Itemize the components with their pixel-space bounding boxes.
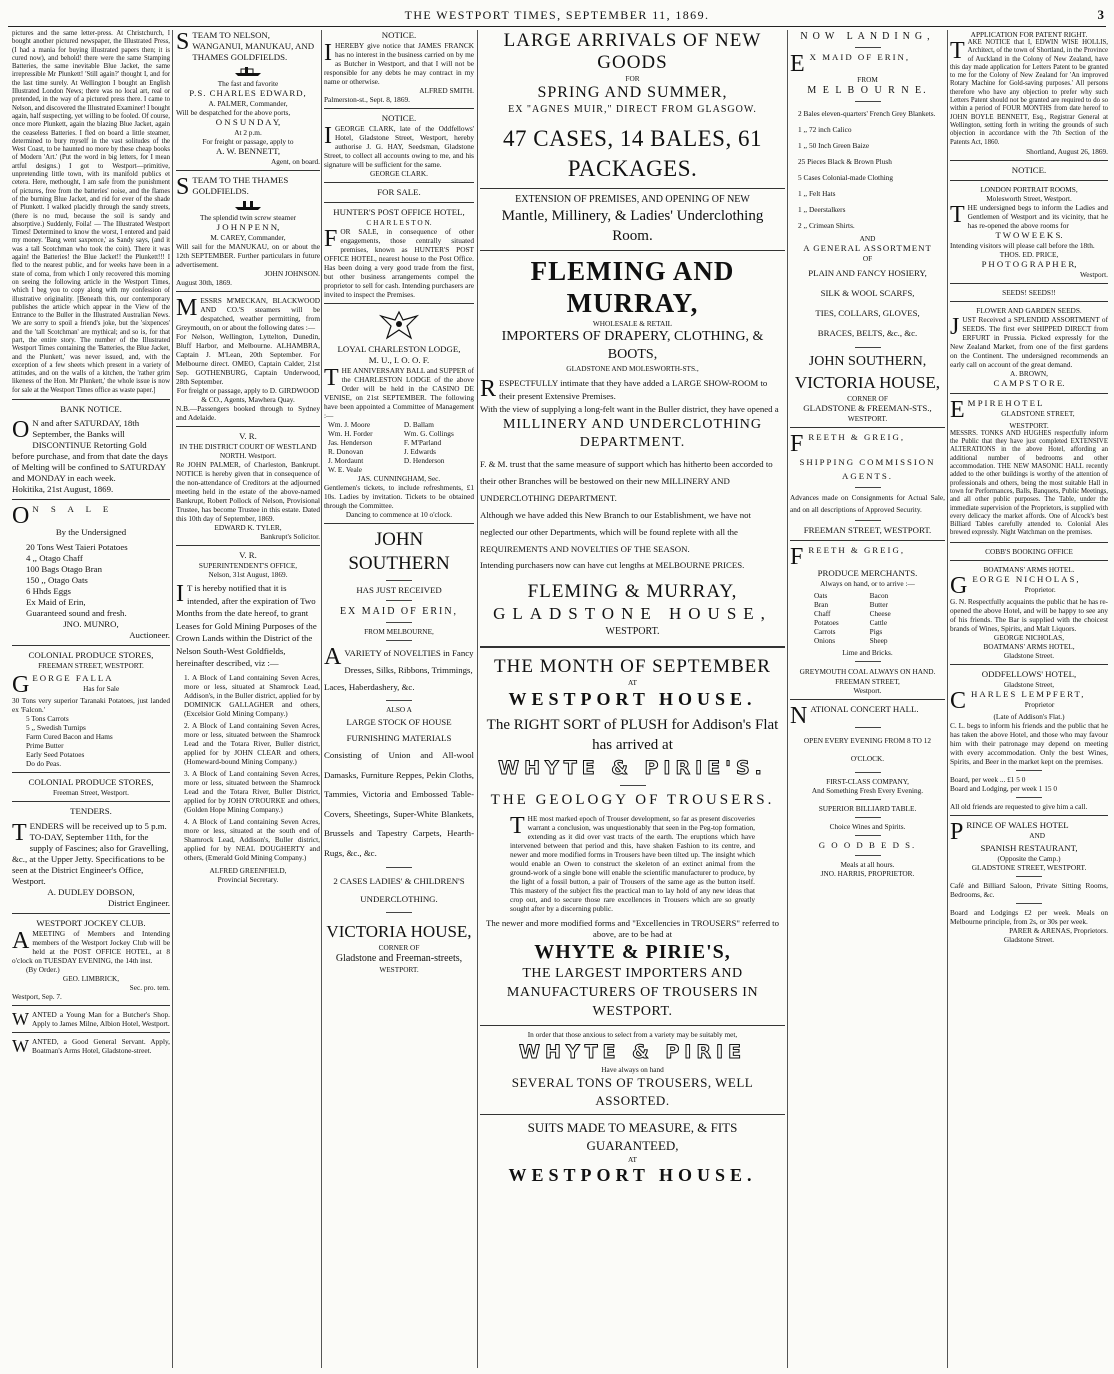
- extension-heading: EXTENSION OF PREMISES, AND OPENING OF NEW: [515, 194, 750, 205]
- arrivals-ex: EX "AGNES MUIR," DIRECT FROM GLASGOW.: [508, 104, 757, 115]
- sale-items: [26, 542, 170, 619]
- jockey-date: Westport, Sep. 7.: [12, 992, 62, 1002]
- mcmeckan-body: MESSRS M'MECKAN, BLACKWOOD AND CO.'S steamers will be despatched, weather permitting, from Greymouth, on or about the following dates :—: [176, 295, 320, 332]
- page-number: 3: [1097, 7, 1104, 22]
- sale-role: Auctioneer.: [129, 630, 170, 641]
- lempfert-body: C. L. begs to inform his friends and the public that he has taken the above Hotel, and those who may favour him with their patronage may depend on meeting with every accommodation. Only the best Wines, Spirits, and Beer in the market kept on the premises.: [950, 720, 1108, 766]
- photographer-town: Westport.: [1080, 269, 1108, 279]
- nicholas-heading: GEORGE NICHOLAS,: [950, 572, 1081, 599]
- steam1-day: O N S U N D A Y,: [215, 117, 281, 127]
- committee-row: R. Donovan J. Edwards: [328, 447, 436, 456]
- from-label: FROM: [857, 75, 878, 84]
- sale-heading: O N S A L E: [12, 503, 114, 530]
- nicholas-signature: GEORGE NICHOLAS,: [993, 632, 1065, 642]
- steam2-desc: The splendid twin screw steamer: [199, 213, 297, 222]
- steam1-role: Agent, on board.: [270, 157, 320, 166]
- list-item: 150 ,, Otago Oats: [26, 575, 88, 586]
- court-role: Bankrupt's Solicitor.: [260, 532, 320, 541]
- supt-item: 3. A Block of Land containing Seven Acres, more or less, situated between the Shamrock Lead and the Totara River, Buller District, applied for by JOHN O'ROURKE and others, (Golden Hope Mining Company.): [184, 768, 320, 814]
- prince-wales-and: AND: [1029, 830, 1046, 840]
- arrivals-for: FOR: [625, 74, 640, 83]
- view-body: With the view of supplying a long-felt want in the Buller district, they have opened a: [480, 404, 779, 414]
- supt-item: 4. A Block of Land containing Seven Acres, more or less, situated at the south end of Shamrock Lead, Addison's, Buller district, applied for by NEAL DOUGHERTY and others, (Emerald Gold Mining Company.): [184, 816, 320, 862]
- lempfert-proprietor: Proprietor: [1024, 699, 1055, 709]
- plush-arrived: has arrived at: [592, 737, 673, 753]
- nicholas-proprietor: Proprietor.: [1024, 584, 1056, 594]
- list-item: 1 ,, 72 inch Calico: [798, 125, 852, 134]
- prince-wales-board: Board and Lodgings £2 per week. Meals on Melbourne principle, from 2s, or 30s per week.: [950, 907, 1108, 926]
- bank-notice-place: Hokitika, 21st August, 1869.: [12, 484, 114, 495]
- fleming-murray-2: FLEMING & MURRAY,: [527, 581, 738, 602]
- list-item: 20 Tons West Taieri Potatoes: [26, 542, 128, 553]
- wanted-ad: WANTED, a Good General Servant. Apply, Boatman's Arms Hotel, Gladstone-street.: [12, 1036, 170, 1057]
- plain-hosiery: PLAIN AND FANCY HOSIERY,: [808, 268, 927, 278]
- column-rule: [172, 30, 173, 1368]
- board-rate: Board, per week ... £1 5 0: [950, 774, 1026, 784]
- colonial2-address: Freeman Street, Westport.: [53, 788, 129, 798]
- oddfellows-street: Gladstone Street,: [1003, 679, 1055, 689]
- whyte-pirie-outline: WHYTE & PIRIE: [518, 1041, 747, 1063]
- lime-bricks: Lime and Bricks.: [842, 648, 893, 657]
- suits-at: AT: [628, 1155, 637, 1164]
- westport-2: Westport.: [853, 686, 882, 695]
- list-item: 1 ,, 50 Inch Green Baize: [798, 141, 870, 150]
- colonial-heading: COLONIAL PRODUCE STORES,: [28, 650, 154, 661]
- produce-row: Oats Bacon: [814, 591, 889, 600]
- tenders-role: District Engineer.: [107, 898, 170, 909]
- westport-house-2: WESTPORT HOUSE.: [508, 1165, 757, 1185]
- supt-date: Nelson, 31st August, 1869.: [208, 570, 288, 579]
- prince-wales-heading: PRINCE OF WALES HOTEL: [950, 818, 1069, 845]
- steam1-time: At 2 p.m.: [234, 128, 262, 137]
- concert-beds: G O O D B E D S.: [818, 840, 917, 850]
- gladstone-freeman: GLADSTONE & FREEMAN-STS.,: [803, 403, 932, 413]
- lodge-dance: Dancing to commence at 10 o'clock.: [345, 510, 453, 519]
- jockey-body: AMEETING of Members and Intending members of the Westport Jockey Club will be held at the POST OFFICE HOTEL, at 8 o'clock on TUESDAY EVENING, the 14th inst.: [12, 928, 170, 966]
- js-from: FROM MELBOURNE,: [364, 627, 434, 636]
- braces-belts: BRACES, BELTS, &c., &c.: [817, 328, 918, 338]
- month-heading: THE MONTH OF SEPTEMBER: [494, 656, 771, 677]
- largest-heading: THE LARGEST IMPORTERS AND MANUFACTURERS OF TROUSERS IN WESTPORT.: [506, 966, 759, 1019]
- mcmeckan-nb: N.B.—Passengers booked through to Sydney and Adelaide.: [176, 404, 320, 422]
- seeds-sub: FLOWER AND GARDEN SEEDS.: [976, 305, 1082, 315]
- committee-row: W. E. Veale: [328, 465, 363, 474]
- concert-hall-heading: NATIONAL CONCERT HALL.: [790, 703, 919, 729]
- melbourne-label: M E L B O U R N E.: [807, 85, 928, 96]
- order-body: In order that those anxious to select from a variety may be suitably met,: [527, 1030, 738, 1039]
- produce-merchants: PRODUCE MERCHANTS.: [817, 568, 918, 578]
- produce-row: Onions Sheep: [814, 636, 888, 645]
- seeds-heading: SEEDS! SEEDS!!: [1002, 287, 1056, 297]
- list-item: Ex Maid of Erin,: [26, 597, 86, 608]
- ex-maid-of-erin: E X MAID OF ERIN,: [790, 51, 911, 77]
- supt-item: 1. A Block of Land containing Seven Acres, more or less, situated at Shamrock Lead, Addison's, in the Buller district, applied for by DOMINICK GALLAGHER and others, (Excelsior Gold Mining Company.): [184, 672, 320, 718]
- list-item: Farm Cured Bacon and Hams: [26, 732, 113, 742]
- greymouth-coal: GREYMOUTH COAL ALWAYS ON HAND.: [799, 667, 936, 676]
- steam1-heading: STEAM TO NELSON, WANGANUI, MANUKAU, AND THAMES GOLDFIELDS.: [176, 30, 315, 62]
- js-cases: 2 CASES LADIES' & CHILDREN'S UNDERCLOTHING.: [333, 876, 465, 904]
- prince-wales-street: GLADSTONE STREET, WESTPORT.: [971, 862, 1087, 872]
- produce-row: Bran Butter: [814, 600, 888, 609]
- portrait-body: THE undersigned begs to inform the Ladies and Gentlemen of Westport and its vicinity, that he has re-opened the above rooms for: [950, 201, 1108, 230]
- freeman-street: FREEMAN STREET, WESTPORT.: [803, 525, 932, 535]
- gladstone-house: GLADSTONE HOUSE,: [493, 604, 772, 623]
- column-rule: [477, 30, 478, 1368]
- notice1-body: IHEREBY give notice that JAMES FRANCK has no interest in the business carried on by me as Butcher in Westport, and that I will not be responsible for any debts he may contract in my name or otherwise.: [324, 40, 474, 86]
- importers-heading: IMPORTERS OF DRAPERY, CLOTHING, & BOOTS,: [501, 329, 764, 362]
- hotel-body: FOR SALE, in consequence of other engagements, those centrally situated premises, known as HUNTER'S POST OFFICE HOTEL, nearest house to the Post Office. Has been doing a very good trade from the first, but other business arrangements compel the proprietor to sell for cash. Intending purchasers are invited to inspect the Premises.: [324, 226, 474, 299]
- concert-billiard: SUPERIOR BILLIARD TABLE.: [818, 804, 917, 813]
- hotel-town: C H A R L E S T O N.: [366, 218, 432, 227]
- now-landing: NOW LANDING,: [800, 31, 935, 42]
- lodge-sub: M. U., I. O. O. F.: [368, 355, 430, 365]
- committee-row: Wm. J. Moore D. Ballam: [328, 420, 434, 429]
- list-item: 25 Pieces Black & Brown Plush: [798, 157, 892, 166]
- concert-meals: Meals at all hours.: [840, 860, 895, 869]
- js-name: JOHN SOUTHERN,: [808, 354, 927, 369]
- list-item: 4 ,, Otago Chaff: [26, 553, 83, 564]
- nicholas-body: G. N. Respectfully acquaints the public that he has re-opened the above Hotel, and will be happy to see any of his friends. The Bar is supplied with the choicest brands of Wines, Spirits, and Malt Liquors.: [950, 596, 1108, 633]
- notice1-date: Palmerston-st., Sept. 8, 1869.: [324, 95, 410, 104]
- empire-body: MESSRS. TONKS AND HUGHES respectfully inform the Public that they have just completed EXTENSIVE ALTERATIONS in the above Hotel, affording an additional number of bedrooms and other accommodation. THE NEW MASONIC HALL recently added to the other buildings is worthy of the attention of professionals and others, being the most suitable Hall in town for Performances, Balls, Banquets, Public Meetings, and all other public purposes. The Table, under the immediate supervision of the Proprietors, is supplied with every delicacy the market affords. One of Alcock's best Billiard Tables carefully attended to. Colonial Ales brewed expressly. Night Watchman on the premises.: [950, 429, 1108, 537]
- and-label: AND: [859, 234, 876, 243]
- patent-heading: APPLICATION FOR PATENT RIGHT.: [970, 30, 1088, 39]
- geology-body: THE most marked epoch of Trouser development, so far as present discoveries warrant a conclusion, was unquestionably that seen in the Peg-top formation, extending as it did over vast tracts of the earth. The eruptions which have intervened between that period and this, have shaken Fashion to its centre, and newer and more modified forms in Trousers have been tilted up. The insight which would enable an Owen to construct the skeleton of an extinct animal from the ground-work of a single bone will enable the scientific manufacturer to produce, by the light of a fossil button, a pair of Trousers of the same age as the button itself. This mastery of the subject fits the practical man to lay hold of any new ideas that crop out, and to secure those rare excellences in Trousers which are so greatly sought after by a discerning public.: [510, 813, 755, 913]
- westport-label: WESTPORT.: [847, 414, 888, 423]
- steam2-heading: STEAM TO THE THAMES GOLDFIELDS.: [176, 174, 289, 200]
- committee-row: J. Mordaunt D. Henderson: [328, 456, 445, 465]
- intending-body: Intending purchasers now can have cut lengths at MELBOURNE PRICES.: [480, 560, 745, 570]
- arrivals-heading: LARGE ARRIVALS OF NEW GOODS: [503, 30, 762, 73]
- prince-wales-gladstone: Gladstone Street.: [1003, 934, 1055, 944]
- advances-body: Advances made on Consignments for Actual Sale, and on all descriptions of Approved Security.: [790, 493, 945, 514]
- lodge-heading: LOYAL CHARLESTON LODGE,: [337, 344, 461, 354]
- lodge-body: THE ANNIVERSARY BALL and SUPPER of the CHARLESTON LODGE of the above Order will be held in the CASINO DE VENISE, on 21st SEPTEMBER. The following have been appointed a Committee of Management :—: [324, 365, 474, 420]
- shipping-agents: SHIPPING COMMISSION AGENTS.: [799, 457, 936, 481]
- millinery-heading: MILLINERY AND UNDERCLOTHING DEPARTMENT.: [502, 417, 763, 450]
- notice1-signature: ALFRED SMITH.: [419, 86, 474, 95]
- column-1: [12, 30, 170, 1368]
- camp-store: C A M P S T O R E.: [993, 377, 1065, 388]
- oddfellows-heading: ODDFELLOWS' HOTEL,: [981, 668, 1077, 679]
- supt-role: Provincial Secretary.: [217, 874, 279, 884]
- always-body: Have always on hand: [601, 1065, 664, 1074]
- concert-fresh: And Something Fresh Every Evening.: [811, 786, 924, 795]
- hotel-heading: HUNTER'S POST OFFICE HOTEL,: [333, 207, 465, 217]
- fm-westport: WESTPORT.: [605, 626, 660, 637]
- freeth-greig-heading: FREETH & GREIG,: [790, 431, 906, 457]
- lodge-committee: [328, 420, 474, 474]
- lodge-tickets: Gentlemen's tickets, to include refreshments, £1 10s. Ladies by invitation. Tickets to be obtained through the Committee.: [324, 483, 474, 510]
- several-tons: SEVERAL TONS OF TROUSERS, WELL ASSORTED.: [511, 1075, 754, 1108]
- mantle-heading: Mantle, Millinery, & Ladies' Underclothing Room.: [501, 208, 764, 244]
- list-item: 5 Tons Carrots: [26, 714, 69, 724]
- court-signature: EDWARD K. TYLER,: [214, 523, 282, 532]
- steam1-body: Will be despatched for the above ports,: [176, 108, 291, 117]
- steam2-date: August 30th, 1869.: [176, 278, 232, 287]
- story-text: pictures and the same letter-press. At Christchurch, I bought another pictured newspaper, the Illustrated Press, (I had a mania for buying illustrated papers then; it is cured now), and behold! there were the same Stamping Batteries, the same inevitable Blue Jacket, the same irrepressible Mr Plunkett! 'Still again?' thought I, and for the last time surely. At Wellington I bought an English Illustrated London News; there was no local art, real or pretended, in the way of a pictured press there. I came to Nelson, and discovered the Illustrated Examiner! I bought again, half suspecting, yet willing to be fooled. Of course, once more Plunkett, again the blazing Blue Jacket, again the ceaseless Batteries. I fled on board a little steamer, determined to bury myself in the vast solitudes of the West Coast, to be haunted no more by these cheap books of Modern 'Art.' (Put the word in big letters, for I mean artful designs.) I got to Westport—primitive, unpretending little town, with its manifold publics et cetera. Here, methought, I am safe from the punishment of pictures, free from the batteries' noise, and the flames of the burning Blue Jacket, and rid for ever of the shade of Plunkett. I walked placidly through the sandy streets, (there is no mud, because the soil is sandy and absorptive.) Suddenly, Foila! — The Illustrated Westport Times! Determined to know the worst, I entered and paid my money. 'Bang went saxpence,' as Sandy says, (and it was a tall Scotchman who took the coin). There it was again! the Batteries! the Blue Jacket!! the Plunkett!!! I fled to the nearest public, and for weeks have been in a state of coma, from which I only recovered this morning on seeing the following article in the Westport Times, which I beg you to copy along with my confession of illustrative originality. [Beneath this, our contemporary publishes the article which appear in the View of the Entrance to the Buller in the Illustrated Australian News. We are sorry to spoil a friend's joke, but the 'sixpences' and the 'tall Scotchman' are mythical; and so is, for that part, the entire story. The number of the Illustrated Westport Times containing the 'Batteries, the Blue Jacket, and the Plunkett,' was never issued, and, with the exception of a few sheets which present in a variety of attitudes, and on the walls of a kitchen, the 'rather grim likeness of the Hon. Mr Plunkett,' the whole issue is now for sale at the Westport Times office as waste paper.]: [12, 30, 170, 394]
- concert-open: OPEN EVERY EVENING FROM 8 TO 12 O'CLOCK.: [803, 736, 932, 763]
- steamship-icon: [233, 199, 263, 211]
- always-on-hand: Always on hand, or to arrive :—: [820, 579, 915, 588]
- falla-items: [26, 714, 170, 768]
- js-stock: LARGE STOCK OF HOUSE FURNISHING MATERIALS: [346, 717, 452, 743]
- column-5: [790, 30, 945, 1368]
- list-item: 100 Bags Otago Bran: [26, 564, 102, 575]
- produce-items: [814, 591, 921, 645]
- js-corner: CORNER OF: [378, 943, 420, 952]
- portrait-rooms: LONDON PORTRAIT ROOMS,: [980, 184, 1078, 194]
- masthead: [8, 6, 1106, 27]
- notice1-heading: NOTICE.: [381, 30, 417, 40]
- list-item: 2 Bales eleven-quarters' French Grey Blankets.: [798, 109, 936, 118]
- seeds-signature: A. BROWN,: [1010, 368, 1048, 378]
- empire-town: WESTPORT.: [1009, 420, 1049, 430]
- price-signature: THOS. ED. PRICE,: [999, 249, 1059, 259]
- notice2-body: IGEORGE CLARK, late of the Oddfellows' Hotel, Gladstone Street, Westport, hereby authorise J. G. HAY, Seedsman, Gladstone Street, to collect all accounts owing to me, and his signature will be sufficient for the same.: [324, 123, 474, 169]
- arrivals-spring: SPRING AND SUMMER,: [537, 84, 728, 101]
- concert-company: FIRST-CLASS COMPANY,: [826, 777, 909, 786]
- plush-heading: The RIGHT SORT of PLUSH for Addison's Flat: [486, 717, 779, 733]
- arrivals-cases: 47 CASES, 14 BALES, 61 PACKAGES.: [503, 126, 762, 181]
- spanish-restaurant: SPANISH RESTAURANT,: [980, 842, 1078, 853]
- notice-heading: NOTICE.: [1011, 164, 1047, 175]
- notice2-heading: NOTICE.: [381, 113, 417, 123]
- lempfert-late: (Late of Addison's Flat.): [993, 711, 1065, 721]
- column-3: [324, 30, 474, 1368]
- column-rule: [787, 30, 788, 1368]
- column-4: [480, 30, 785, 1368]
- ties-collars: TIES, COLLARS, GLOVES,: [815, 308, 920, 318]
- jockey-role: Sec. pro. tem.: [129, 983, 170, 993]
- list-item: 6 Hhds Eggs: [26, 586, 71, 597]
- victoria-house: VICTORIA HOUSE,: [794, 373, 941, 392]
- prince-wales-signature: PARER & ARENAS, Proprietors.: [1009, 925, 1108, 935]
- of-label: OF: [862, 254, 873, 263]
- board-lodging-rate: Board and Lodging, per week 1 15 0: [950, 783, 1057, 793]
- month-at: AT: [628, 678, 637, 687]
- jockey-order: (By Order.): [26, 965, 60, 975]
- supt-heading: SUPERINTENDENT'S OFFICE,: [198, 561, 298, 570]
- concert-wines: Choice Wines and Spirits.: [829, 822, 906, 831]
- gladstone-label: GLADSTONE AND MOLESWORTH-STS.,: [566, 364, 699, 373]
- list-item: Guaranteed sound and fresh.: [26, 608, 127, 619]
- whyte-pirie-bold: WHYTE & PIRIE'S,: [534, 941, 731, 963]
- js-street: Gladstone and Freeman-streets,: [335, 953, 463, 964]
- suits-heading: SUITS MADE TO MEASURE, & FITS GUARANTEED,: [527, 1120, 738, 1153]
- westport-house: WESTPORT HOUSE.: [508, 689, 757, 709]
- js-list: Consisting of Union and All-wool Damasks, Furniture Reppes, Pekin Cloths, Tammies, Victoria and Embossed Table-Covers, Sheetings, Super-White Blankets, Brussels and Tapestry Carpets, Hearth-Rugs, &c., &c.: [324, 750, 474, 858]
- court-vr: V. R.: [239, 431, 257, 441]
- steamship-icon: [233, 65, 263, 77]
- concert-signature: JNO. HARRIS, PROPRIETOR.: [820, 869, 915, 878]
- bank-notice-body: O N and after SATURDAY, 18th September, the Banks will DISCONTINUE Retorting Gold before purchase, and from that date the days of Melting will be confined to SATURDAY and MONDAY in each week.: [12, 417, 168, 484]
- cobb-office: COBB'S BOOKING OFFICE: [985, 546, 1073, 556]
- bank-notice-heading: BANK NOTICE.: [60, 404, 122, 415]
- empire-street: GLADSTONE STREET,: [1001, 408, 1075, 418]
- js-heading: JOHN SOUTHERN: [348, 529, 450, 574]
- mcmeckan-apply: For freight or passage, apply to D. GIRDWOOD & CO., Agents, Mawhera Quay.: [176, 386, 320, 404]
- steam2-ship: J O H N P E N N,: [216, 222, 280, 232]
- empire-heading: E M P I R E H O T E L: [950, 396, 1043, 423]
- freeman-street-2: FREEMAN STREET,: [835, 677, 900, 686]
- steam1-ship: P.S. CHARLES EDWARD,: [189, 88, 307, 98]
- produce-row: Potatoes Cattle: [814, 618, 888, 627]
- steam1-commander: A. PALMER, Commander,: [208, 99, 288, 108]
- corner-label: CORNER OF: [847, 394, 888, 403]
- friends-note: All old friends are requested to give him a call.: [950, 801, 1088, 811]
- two-weeks: T W O W E E K S.: [995, 229, 1063, 240]
- nicholas-street: Gladstone Street.: [1003, 650, 1055, 660]
- produce-row: Carrots Pigs: [814, 627, 883, 636]
- tenders-body: TENDERS will be received up to 5 p.m. TO-DAY, September 11th, for the supply of Fascines; also for Gravelling, &c., at the Upper Jetty. Specifications to be seen at the District Engineer's Office, Westport.: [12, 820, 169, 887]
- supt-signature: ALFRED GREENFIELD,: [209, 865, 287, 875]
- patent-date: Shortland, August 26, 1869.: [1026, 146, 1108, 156]
- mcmeckan-list: For Nelson, Wellington, Lyttelton, Dunedin, Bluff Harbor, and Melbourne. ALHAMBRA, Captain J. M'Lean, 20th September. For Melbourne direct. OMEO, Captain Calder, 21st Sep. GOTHENBURG, Captain Underwood, 28th September.: [176, 332, 320, 386]
- for-sale-heading: FOR SALE.: [377, 187, 421, 197]
- sale-by: By the Undersigned: [55, 527, 127, 538]
- eagle-emblem-icon: [377, 308, 421, 342]
- court-body: Re JOHN PALMER, of Charleston, Bankrupt. NOTICE is hereby given that in consequence of the non-attendance of Creditors at the adjourned meeting held in the estate of the above-named Bankrupt, Robert Pollock of Nelson, Provisional Trustee, has become Trustee in this estate. Dated this 10th day of September, 1869.: [176, 460, 320, 523]
- steam1-agent: A. W. BENNETT,: [215, 146, 281, 156]
- list-item: 1 ,, Deerstalkers: [798, 205, 846, 214]
- geology-heading: THE GEOLOGY OF TROUSERS.: [490, 792, 775, 808]
- js-variety: AVARIETY of NOVELTIES in Fancy Dresses, Silks, Ribbons, Trimmings, Laces, Haberdashery, &c.: [324, 644, 474, 692]
- colonial2-heading: COLONIAL PRODUCE STORES,: [28, 777, 154, 788]
- although-body: Although we have added this New Branch to our Establishment, we have not neglected our other Departments, which will be found replete with all the REQUIREMENTS AND NOVELTIES OF THE SEASON.: [480, 510, 751, 554]
- notice2-signature: GEORGE CLARK.: [370, 169, 428, 178]
- prince-wales-cafe: Café and Billiard Saloon, Private Sitting Rooms, Bedrooms, &c.: [950, 880, 1108, 899]
- landing-items: [798, 106, 945, 234]
- committee-row: Wm. H. Forder Wm. G. Collings: [328, 429, 454, 438]
- falla-body: 30 Tons very superior Taranaki Potatoes, just landed ex 'Falcon.': [12, 696, 170, 715]
- jockey-heading: WESTPORT JOCKEY CLUB.: [36, 918, 146, 929]
- freeth-greig-heading-2: FREETH & GREIG,: [790, 544, 906, 570]
- steam2-body: Will sail for the MANUKAU, on or about the 12th SEPTEMBER. Further particulars in future advertisement.: [176, 242, 320, 269]
- steam1-fav: The fast and favorite: [217, 79, 279, 88]
- general-assortment: A GENERAL ASSORTMENT: [803, 243, 932, 253]
- js-received: HAS JUST RECEIVED: [356, 585, 442, 595]
- steam2-signature: JOHN JOHNSON.: [264, 269, 320, 278]
- lempfert-heading: CHARLES LEMPFERT,: [950, 687, 1086, 714]
- steam1-apply: For freight or passage, apply to: [202, 137, 294, 146]
- list-item: Prime Butter: [26, 741, 64, 751]
- silk-scarfs: SILK & WOOL SCARFS,: [820, 288, 915, 298]
- list-item: Do do Peas.: [26, 759, 62, 769]
- committee-row: Jas. Henderson F. M'Parland: [328, 438, 442, 447]
- trust-body: F. & M. trust that the same measure of support which has hitherto been accorded to their other Branches will be bestowed on their new MILLINERY AND UNDERCLOTHING DEPARTMENT.: [480, 459, 773, 503]
- list-item: 2 ,, Crimean Shirts.: [798, 221, 855, 230]
- supt-body: I T is hereby notified that it is intended, after the expiration of Two Months from the date hereof, to grant Leases for Gold Mining Purposes of the Crown Lands within the District of the Nelson South-West Goldfields, hereinafter described, viz :—: [176, 581, 317, 668]
- list-item: Early Seed Potatoes: [26, 750, 85, 760]
- patent-body: TAKE NOTICE that I, EDWIN WISE HOLLIS, Architect, of the town of Shortland, in the Province of Auckland in the Colony of New Zealand, have this day made application for Letters Patent to be granted to me for the Colony of New Zealand for 'An improved Rotary Machine for Gold-saving purposes.' All persons therefore who have any objection to prefer why such Letters Patent should not be granted are required to do so within a period of FOUR MONTHS from date hereof to JOHN BOYLE BENNETT, Esq., Registrar General at Wellington, setting forth in writing the grounds of such objection in accordance with the 7th Section of the Patents Act, 1860.: [950, 38, 1108, 146]
- jockey-signature: GEO. LIMBRICK,: [62, 974, 120, 984]
- supt-vr: V. R.: [239, 550, 257, 560]
- photographer-label: P H O T O G R A P H E R,: [981, 258, 1077, 269]
- supt-item: 2. A Block of Land containing Seven Acres, more or less, situated between the Shamrock Lead and the Totara River, Buller district, applied for by JOHN CLEAR and others, (Homeward-bound Mining Company.): [184, 720, 320, 766]
- seeds-body: JUST Received a SPLENDID ASSORTMENT of SEEDS. The first ever SHIPPED DIRECT from ERFURT in Prussia. Picked expressly for the New Zealand Market, from one of the first gardens on the Continent. The undersigned recommends an early call on account of the great demand.: [950, 313, 1108, 369]
- produce-row: Chaff Cheese: [814, 609, 891, 618]
- prince-wales-opposite: (Opposite the Camp.): [997, 853, 1061, 863]
- boatmans-heading: BOATMANS' ARMS HOTEL.: [983, 564, 1075, 574]
- court-heading: IN THE DISTRICT COURT OF WESTLAND NORTH. Westport.: [179, 442, 317, 460]
- lodge-secretary: JAS. CUNNINGHAM, Sec.: [357, 474, 441, 483]
- list-item: 5 Cases Colonial-made Clothing: [798, 173, 894, 182]
- list-item: 5 ,, Swedish Turnips: [26, 723, 86, 733]
- column-6: [950, 30, 1108, 1368]
- whyte-pirie-outline: WHYTE & PIRIE'S.: [498, 757, 767, 779]
- portrait-address: Molesworth Street, Westport.: [986, 193, 1072, 203]
- js-victoria-house: VICTORIA HOUSE,: [326, 922, 472, 941]
- list-item: 1 ,, Felt Hats: [798, 189, 836, 198]
- newer-body: The newer and more modified forms and "Excellencies in TROUSERS" referred to above, are to be had at: [485, 918, 780, 939]
- wanted-ad: WANTED a Young Man for a Butcher's Shop. Apply to James Milne, Albion Hotel, Westport.: [12, 1009, 170, 1030]
- column-rule: [321, 30, 322, 1368]
- falla-name: GEORGE FALLA: [12, 672, 114, 699]
- js-also: ALSO A: [386, 705, 412, 714]
- nicholas-hotel: BOATMANS' ARMS HOTEL,: [983, 641, 1075, 651]
- wholesale-label: WHOLESALE & RETAIL: [592, 319, 673, 328]
- falla-has: Has for Sale: [83, 684, 120, 694]
- tenders-heading: TENDERS.: [70, 806, 112, 817]
- js-ex: EX MAID OF ERIN,: [339, 606, 459, 617]
- masthead-title: THE WESTPORT TIMES, SEPTEMBER 11, 1869.: [404, 8, 710, 22]
- tenders-signature: A. DUDLEY DOBSON,: [47, 887, 135, 898]
- fleming-murray-heading: FLEMING AND MURRAY,: [530, 256, 735, 318]
- column-rule: [947, 30, 948, 1368]
- intimate-body: RESPECTFULLY intimate that they have added a LARGE SHOW-ROOM to their present Extensive Premises.: [480, 376, 768, 402]
- column-2: [176, 30, 320, 1368]
- colonial-address: FREEMAN STREET, WESTPORT.: [38, 661, 144, 671]
- intending-visitors: Intending visitors will please call before the 18th.: [950, 240, 1095, 250]
- steam2-commander: M. CAREY, Commander,: [210, 233, 286, 242]
- sale-signature: JNO. MUNRO,: [63, 619, 119, 630]
- js-town: WESTPORT.: [379, 965, 419, 974]
